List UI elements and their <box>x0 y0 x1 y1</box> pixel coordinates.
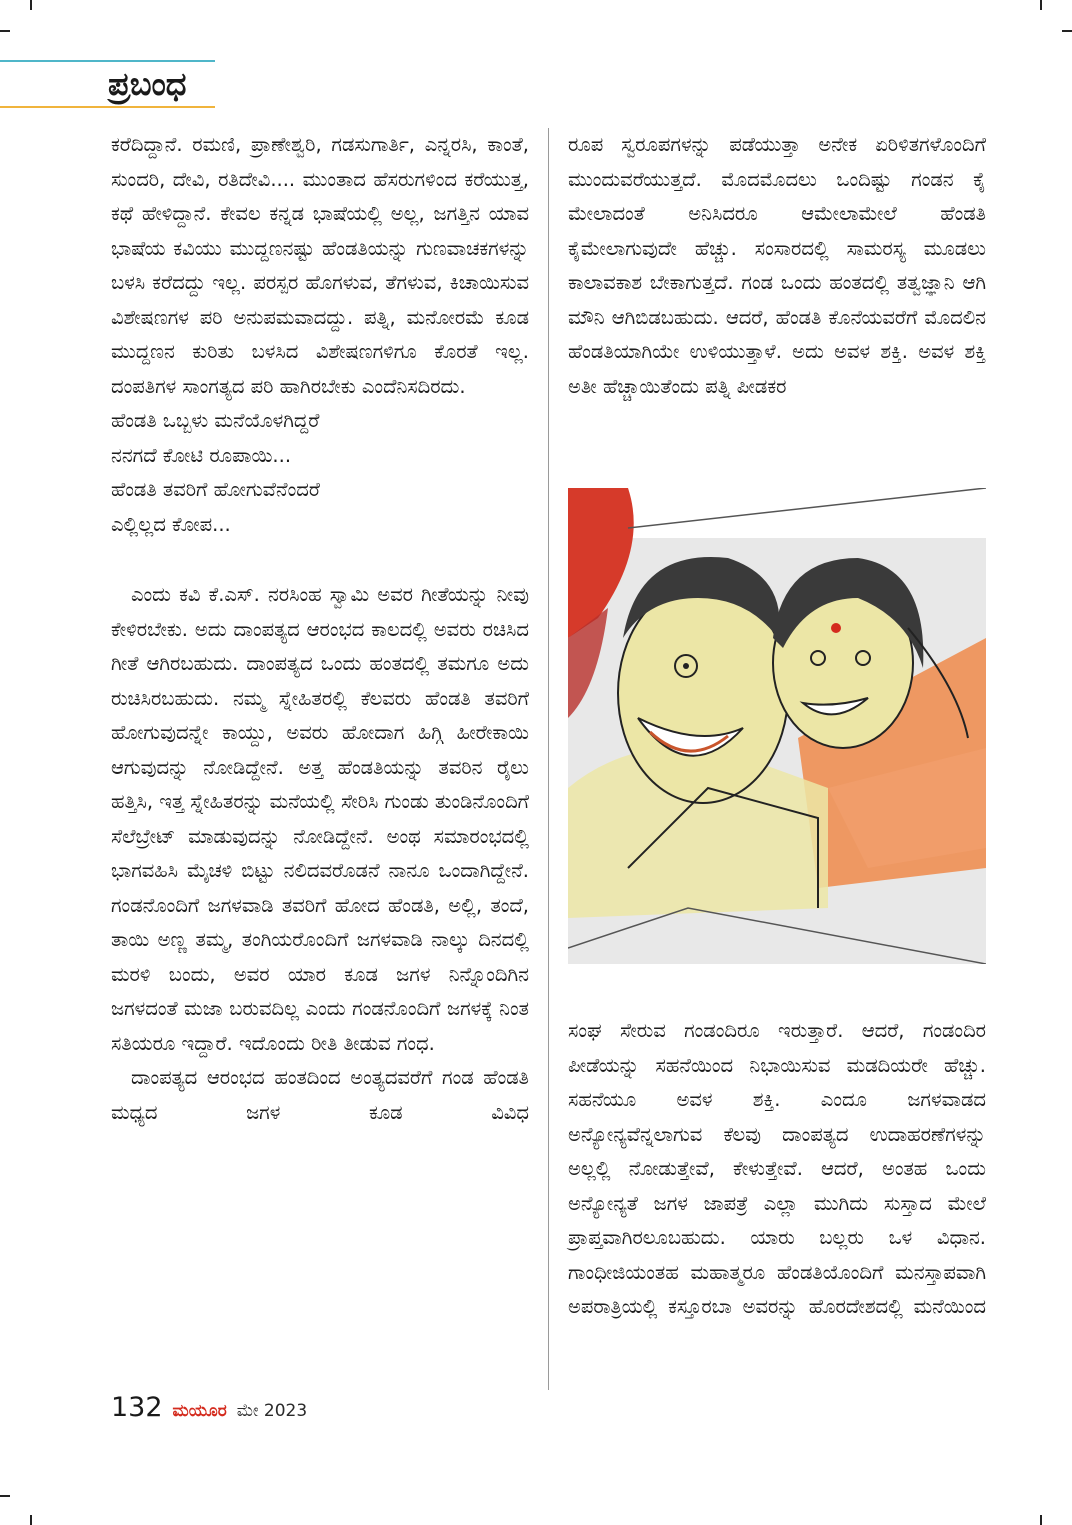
right-column-top <box>568 128 986 404</box>
paragraph: ಸಂಘ ಸೇರುವ ಗಂಡಂದಿರೂ ಇರುತ್ತಾರೆ. ಆದರೆ, ಗಂಡಂದಿರ ಪೀಡೆಯನ್ನು ಸಹನೆಯಿಂದ ನಿಭಾಯಿಸುವ ಮಡದಿಯರೇ ಹೆಚ್ಚು. ಸಹನೆಯೂ ಅವಳ ಶಕ್ತಿ. ಎಂದೂ ಜಗಳವಾಡದ ಅನ್ಯೋನ್ಯವೆನ್ನಲಾಗುವ ಕೆಲವು ದಾಂಪತ್ಯದ ಉದಾಹರಣೆಗಳನ್ನು ಅಲ್ಲಲ್ಲಿ ನೋಡುತ್ತೇವೆ, ಕೇಳುತ್ತೇವೆ. ಆದರೆ, ಅಂತಹ ಒಂದು ಅನ್ಯೋನ್ಯತೆ ಜಗಳ ಜಾಪತ್ರೆ ಎಲ್ಲಾ ಮುಗಿದು ಸುಸ್ತಾದ ಮೇಲೆ ಪ್ರಾಪ್ತವಾಗಿರಲೂಬಹುದು. ಯಾರು ಬಲ್ಲರು ಒಳ ವಿಧಾನ. ಗಾಂಧೀಜಿಯಂತಹ ಮಹಾತ್ಮರೂ ಹೆಂಡತಿಯೊಂದಿಗೆ ಮನಸ್ತಾಪವಾಗಿ ಅಪರಾತ್ರಿಯಲ್ಲಿ ಕಸ್ತೂರಬಾ ಅವರನ್ನು ಹೊರದೇಶದಲ್ಲಿ ಮನೆಯಿಂದ <box>568 1019 986 1318</box>
page-footer <box>111 1392 307 1432</box>
paragraph: ಕರೆದಿದ್ದಾನೆ. ರಮಣಿ, ಪ್ರಾಣೇಶ್ವರಿ, ಗಡಸುಗಾರ್ತಿ, ಎನ್ನರಸಿ, ಕಾಂತೆ, ಸುಂದರಿ, ದೇವಿ, ರತಿದೇವಿ.... ಮುಂತಾದ ಹೆಸರುಗಳಿಂದ ಕರೆಯುತ್ತ, ಕಥೆ ಹೇಳಿದ್ದಾನೆ. ಕೇವಲ ಕನ್ನಡ ಭಾಷೆಯಲ್ಲಿ ಅಲ್ಲ, ಜಗತ್ತಿನ ಯಾವ ಭಾಷೆಯ ಕವಿಯು ಮುದ್ದಣನಷ್ಟು ಹೆಂಡತಿಯನ್ನು ಗುಣವಾಚಕಗಳನ್ನು ಬಳಸಿ ಕರೆದದ್ದು ಇಲ್ಲ. ಪರಸ್ಪರ ಹೊಗಳುವ, ತೆಗಳುವ, ಕಿಚಾಯಿಸುವ ವಿಶೇಷಣಗಳ ಪರಿ ಅನುಪಮವಾದದ್ದು. ಪತ್ನಿ, ಮನೋರಮೆ ಕೂಡ ಮುದ್ದಣನ ಕುರಿತು ಬಳಸಿದ ವಿಶೇಷಣಗಳಿಗೂ ಕೊರತೆ ಇಲ್ಲ. ದಂಪತಿಗಳ ಸಾಂಗತ್ಯದ ಪರಿ ಹಾಗಿರಬೇಕು ಎಂದೆನಿಸದಿರದು. <box>111 133 529 398</box>
poem-line: ನನಗದೆ ಕೋಟಿ ರೂಪಾಯಿ... <box>111 443 292 467</box>
crop-mark <box>30 0 32 10</box>
poem <box>111 404 529 542</box>
section-title: ಪ್ರಬಂಧ <box>108 65 187 103</box>
page-number: 132 <box>111 1392 163 1423</box>
poem-line: ಹೆಂಡತಿ ತವರಿಗೆ ಹೋಗುವೆನೆಂದರೆ <box>111 478 320 501</box>
issue-date: ಮೇ 2023 <box>236 1401 308 1421</box>
column-divider <box>548 128 549 1390</box>
crop-mark <box>1040 1515 1042 1525</box>
paragraph: ರೂಪ ಸ್ವರೂಪಗಳನ್ನು ಪಡೆಯುತ್ತಾ ಅನೇಕ ಏರಿಳಿತಗಳೊಂದಿಗೆ ಮುಂದುವರೆಯುತ್ತದೆ. ಮೊದಮೊದಲು ಒಂದಿಷ್ಟು ಗಂಡನ ಕೈ ಮೇಲಾದಂತೆ ಅನಿಸಿದರೂ ಆಮೇಲಾಮೇಲೆ ಹೆಂಡತಿ ಕೈಮೇಲಾಗುವುದೇ ಹೆಚ್ಚು. ಸಂಸಾರದಲ್ಲಿ ಸಾಮರಸ್ಯ ಮೂಡಲು ಕಾಲಾವಕಾಶ ಬೇಕಾಗುತ್ತದೆ. ಗಂಡ ಒಂದು ಹಂತದಲ್ಲಿ ತತ್ವಜ್ಞಾನಿ ಆಗಿ ಮೌನಿ ಆಗಿಬಿಡಬಹುದು. ಆದರೆ, ಹೆಂಡತಿ ಕೊನೆಯವರೆಗೆ ಮೊದಲಿನ ಹೆಂಡತಿಯಾಗಿಯೇ ಉಳಿಯುತ್ತಾಳೆ. ಅದು ಅವಳ ಶಕ್ತಿ. ಅವಳ ಶಕ್ತಿ ಅತೀ ಹೆಚ್ಚಾಯಿತೆಂದು ಪತ್ನಿ ಪೀಡಕರ <box>568 133 986 398</box>
couple-illustration <box>568 488 986 964</box>
paragraph: ಎಂದು ಕವಿ ಕೆ.ಎಸ್. ನರಸಿಂಹ ಸ್ವಾಮಿ ಅವರ ಗೀತೆಯನ್ನು ನೀವು ಕೇಳಿರಬೇಕು. ಅದು ದಾಂಪತ್ಯದ ಆರಂಭದ ಕಾಲದಲ್ಲಿ ಅವರು ರಚಿಸಿದ ಗೀತೆ ಆಗಿರಬಹುದು. ದಾಂಪತ್ಯದ ಒಂದು ಹಂತದಲ್ಲಿ ತಮಗೂ ಅದು ರುಚಿಸಿರಬಹುದು. ನಮ್ಮ ಸ್ನೇಹಿತರಲ್ಲಿ ಕೆಲವರು ಹೆಂಡತಿ ತವರಿಗೆ ಹೋಗುವುದನ್ನೇ ಕಾಯ್ದು, ಅವರು ಹೋದಾಗ ಹಿಗ್ಗಿ ಹೀರೇಕಾಯಿ ಆಗುವುದನ್ನು ನೋಡಿದ್ದೇನೆ. ಅತ್ತ ಹೆಂಡತಿಯನ್ನು ತವರಿನ ರೈಲು ಹತ್ತಿಸಿ, ಇತ್ತ ಸ್ನೇಹಿತರನ್ನು ಮನೆಯಲ್ಲಿ ಸೇರಿಸಿ ಗುಂಡು ತುಂಡಿನೊಂದಿಗೆ ಸೆಲೆಬ್ರೇಟ್ ಮಾಡುವುದನ್ನು ನೋಡಿದ್ದೇನೆ. ಅಂಥ ಸಮಾರಂಭದಲ್ಲಿ ಭಾಗವಹಿಸಿ ಮೈಚಳಿ ಬಿಟ್ಟು ನಲಿದವರೊಡನೆ ನಾನೂ ಒಂದಾಗಿದ್ದೇನೆ. ಗಂಡನೊಂದಿಗೆ ಜಗಳವಾಡಿ ತವರಿಗೆ ಹೋದ ಹೆಂಡತಿ, ಅಲ್ಲಿ, ತಂದೆ, ತಾಯಿ ಅಣ್ಣ ತಮ್ಮ, ತಂಗಿಯರೊಂದಿಗೆ ಜಗಳವಾಡಿ ನಾಲ್ಕು ದಿನದಲ್ಲಿ ಮರಳಿ ಬಂದು, ಅವರ ಯಾರ ಕೂಡ ಜಗಳ ನಿನ್ನೊಂದಿಗಿನ ಜಗಳದಂತೆ ಮಜಾ ಬರುವದಿಲ್ಲ ಎಂದು ಗಂಡನೊಂದಿಗೆ ಜಗಳಕ್ಕೆ ನಿಂತ ಸತಿಯರೂ ಇದ್ದಾರೆ. ಇದೊಂದು ರೀತಿ ತೀಡುವ ಗಂಧ. <box>111 583 529 1055</box>
magazine-logo: ಮಯೂರ <box>172 1401 227 1421</box>
paragraph: ದಾಂಪತ್ಯದ ಆರಂಭದ ಹಂತದಿಂದ ಅಂತ್ಯದವರೆಗೆ ಗಂಡ ಹೆಂಡತಿ ಮಧ್ಯದ ಜಗಳ ಕೂಡ ವಿವಿಧ <box>111 1066 529 1124</box>
poem-line: ಹೆಂಡತಿ ಒಬ್ಬಳು ಮನೆಯೊಳಗಿದ್ದರೆ <box>111 409 320 432</box>
crop-mark <box>30 1515 32 1525</box>
right-column-bottom <box>568 1014 986 1325</box>
crop-mark <box>1062 30 1072 32</box>
crop-mark <box>1040 0 1042 10</box>
header-rule-yellow <box>0 106 215 108</box>
poem-line: ಎಲ್ಲಿಲ್ಲದ ಕೋಪ... <box>111 512 231 536</box>
crop-mark <box>0 30 10 32</box>
left-column <box>111 128 529 1130</box>
crop-mark <box>0 1495 10 1497</box>
